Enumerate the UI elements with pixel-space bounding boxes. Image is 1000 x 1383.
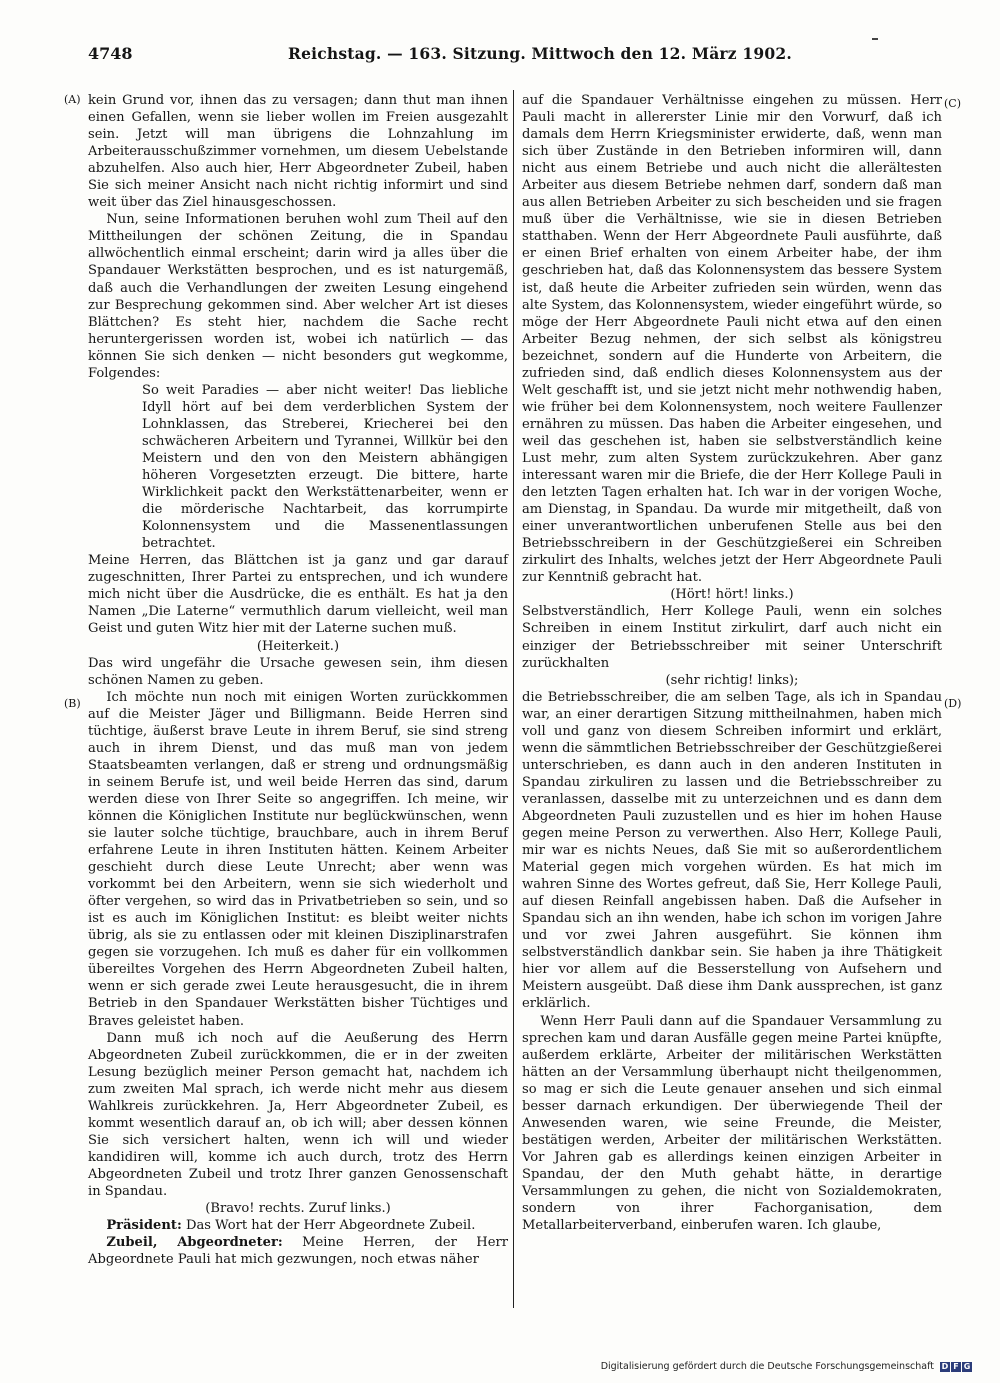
paragraph: Das wird ungefähr die Ursache gewesen sein, ihm diesen schönen Namen zu geben. <box>88 655 508 688</box>
interjection: (Bravo! rechts. Zuruf links.) <box>205 1201 391 1217</box>
block-quote: So weit Paradies — aber nicht weiter! Das liebliche Idyll hört auf bei dem verderblichen System der Lohnklassen, das Streberei, Kriecherei bei den schwächeren Arbeitern und Tyrannei, Willkür bei den Meistern und den von den Meistern abhängigen höheren Vorgesetzten erzeugt. Die bittere, harte Wirklichkeit packt den Werkstättenarbeiter, wenn er die mörderische Nachtarbeit, das korrumpirte Kolonnensystem und die Massenentlassungen betrachtet. <box>142 382 508 552</box>
speaker-paragraph <box>88 1217 508 1234</box>
margin-marker-d: (D) <box>944 697 962 710</box>
paragraph: kein Grund vor, ihnen das zu versagen; dann thut man ihnen einen Gefallen, wenn sie lieber wollen im Freien ausgezahlt sein. Jetzt will man übrigens die Lohnzahlung im Arbeiterausschußzimmer vornehmen, um diesem Uebelstande abzuhelfen. Also auch hier, Herr Abgeordneter Zubeil, haben Sie sich meiner Ansicht nach nicht richtig informirt und sind weit über das Ziel hinausgeschossen. <box>88 93 508 211</box>
interjection: (sehr richtig! links); <box>665 672 799 688</box>
paragraph: die Betriebsschreiber, die am selben Tage, als ich in Spandau war, an einer derartigen Sitzung mittheilnahmen, haben mich voll und ganz von diesem Schreiben informirt und erklärt, wenn die sämmtlichen Betriebsschreiber der Geschützgießerei unterschrieben, es dann auch in den anderen Instituten in Spandau zirkuliren zu lassen und die Betriebsschreiber zu veranlassen, dasselbe mit zu unterzeichnen und es dann dem Abgeordneten Pauli zuzustellen und es hier im hohen Hause gegen meine Person zu verwerthen. Also Herr, Kollege Pauli, mir war es nichts Neues, daß Sie mit so außerordentlichem Material gegen mich vorgehen würden. Es hat mich im wahren Sinne des Wortes gefreut, daß Sie, Herr Kollege Pauli, auf diesen Reinfall angebissen haben. Daß die Aufseher in Spandau sich an ihn wenden, habe ich schon im vorigen Jahre und vor zwei Jahren ausgeführt. Sie können ihm selbstverständlich dankbar sein. Sie haben ja ihre Thätigkeit hier vor allem auf die Besserstellung von Aufsehern und Meistern ausgeübt. Daß diese ihm Dank aussprechen, ist ganz erklärlich. <box>522 689 942 1012</box>
footer <box>601 1361 972 1372</box>
dfg-logo: D F G <box>941 1361 971 1371</box>
left-column <box>88 92 508 1268</box>
page-number: 4748 <box>88 44 133 63</box>
speaker-name: Präsident: <box>106 1218 182 1234</box>
speaker-name: Zubeil, Abgeordneter: <box>106 1235 283 1251</box>
paragraph: Dann muß ich noch auf die Aeußerung des Herrn Abgeordneten Zubeil zurückkommen, die er in der zweiten Lesung bezüglich meiner Person gemacht hat, nachdem ich zum zweiten Mal sprach, ich werde nicht mehr aus diesem Wahlkreis zurückkehren. Ja, Herr Abgeordneter Zubeil, es kommt wesentlich darauf an, ob ich will; aber dessen können Sie sich versichert halten, wenn ich will und wieder kandidiren will, komme ich auch durch, trotz des Herrn Abgeordneten Zubeil und trotz Ihrer ganzen Genossenschaft in Spandau. <box>88 1030 508 1199</box>
right-column <box>522 92 942 1234</box>
paragraph: Selbstverständlich, Herr Kollege Pauli, wenn ein solches Schreiben in einem Institut zirkulirt, darf auch nicht ein einziger der Betriebsschreiber mit seiner Unterschrift zurückhalten <box>522 604 942 671</box>
page-title: Reichstag. — 163. Sitzung. Mittwoch den 12. März 1902. <box>288 44 792 63</box>
margin-marker-c: (C) <box>944 97 961 110</box>
paragraph: Wenn Herr Pauli dann auf die Spandauer Versammlung zu sprechen kam und daran Ausfälle gegen meine Partei knüpfte, außerdem erklärte, Arbeiter der militärischen Werkstätten hätten an der Versammlung überhaupt nicht theilgenommen, so mag er sich die Leute genauer ansehen und sich einmal besser darnach erkundigen. Der überwiegende Theil der Anwesenden waren, wie seine Freunde, die Meister, bestätigen werden, Arbeiter der militärischen Werkstätten. Vor Jahren gab es allerdings keinen einzigen Arbeiter in Spandau, der den Muth gehabt hätte, in derartige Versammlungen zu gehen, die nicht von Sozialdemokraten, sondern von ihrer Fachorganisation, dem Metallarbeiterverband, einberufen waren. Ich glaube, <box>522 1013 942 1234</box>
interjection: (Hört! hört! links.) <box>670 587 794 603</box>
margin-marker-a: (A) <box>64 93 81 106</box>
speaker-text: Meine Herren, der Herr Abgeordnete Pauli hat mich gezwungen, noch etwas näher <box>88 1235 508 1268</box>
speaker-paragraph <box>88 1234 508 1268</box>
page-header <box>88 44 792 70</box>
corner-mark <box>872 38 878 40</box>
column-divider <box>513 90 514 1308</box>
paragraph: Nun, seine Informationen beruhen wohl zum Theil auf den Mittheilungen der schönen Zeitung, die in Spandau allwöchentlich einmal erscheint; darin wird ja alles über die Spandauer Werkstätten besprochen, und es ist naturgemäß, daß auch die Verhandlungen der zweiten Lesung eingehend zur Besprechung gekommen sind. Aber welcher Art ist dieses Blättchen? Es steht hier, nachdem die Sache recht heruntergerissen worden ist, wobei ich natürlich — das können Sie sich denken — nicht besonders gut wegkomme, Folgendes: <box>88 212 508 381</box>
interjection: (Heiterkeit.) <box>256 638 340 654</box>
paragraph: Meine Herren, das Blättchen ist ja ganz und gar darauf zugeschnitten, Ihrer Partei zu entsprechen, und ich wundere mich nicht über die Ausdrücke, die es enthält. Es hat ja den Namen „Die Laterne“ vermuthlich darum vielleicht, weil man Geist und guten Witz hier mit der Laterne suchen muß. <box>88 553 508 637</box>
paragraph: auf die Spandauer Verhältnisse eingehen zu müssen. Herr Pauli macht in allererster Linie mir den Vorwurf, daß ich damals dem Herrn Kriegsminister erwiderte, daß, wenn man sich über Zustände in den Betrieben informiren will, dann nicht aus einem Betriebe und auch nicht die allerältesten Arbeiter aus diesem Betriebe nehmen darf, sondern daß man aus allen Betrieben Arbeiter zu sich bescheiden und sie fragen muß über die Verhältnisse, wie sie in diesen Betrieben statthaben. Wenn der Herr Abgeordnete Pauli ausführte, daß er einen Brief erhalten von einem Arbeiter habe, der ihm geschrieben hat, daß das Kolonnensystem das bessere System ist, daß heute die Arbeiter zufrieden sein würden, wenn das alte System, das Kolonnensystem, wieder eingeführt würde, so möge der Herr Abgeordnete Pauli nicht etwa auf den einen Arbeiter Bezug nehmen, der sich selbst als königstreu bezeichnet, sondern auf die Hunderte von Arbeitern, die zufrieden sind, daß endlich dieses Kolonnensystem aus der Welt geschafft ist, und sie jetzt nicht mehr nothwendig haben, wie früher bei dem Kolonnensystem, noch weitere Faullenzer ernähren zu müssen. Das haben die Arbeiter eingesehen, und weil das geschehen ist, haben sie selbstverständlich keine Lust mehr, zum alten System zurückzukehren. Aber ganz interessant waren mir die Briefe, die der Herr Kollege Pauli in den letzten Tagen erhalten hat. Ich war in der vorigen Woche, am Dienstag, in Spandau. Da wurde mir mitgetheilt, daß von einer unverantwortlichen unberufenen Stelle aus bei den Betriebsschreibern in der Geschützgießerei ein Schreiben zirkulirt des Inhalts, welches jetzt der Herr Abgeordnete Pauli zur Kenntniß gebracht hat. <box>522 93 942 586</box>
margin-marker-b: (B) <box>64 697 81 710</box>
speaker-text: Das Wort hat der Herr Abgeordnete Zubeil. <box>181 1218 476 1234</box>
paragraph: Ich möchte nun noch mit einigen Worten zurückkommen auf die Meister Jäger und Billigmann. Beide Herren sind tüchtige, äußerst brave Leute in ihrem Beruf, sie sind streng auch in ihrem Dienst, und das muß man von jedem Staatsbeamten verlangen, daß er streng und ordnungsmäßig in seinem Berufe ist, und weil beide Herren das sind, darum werden diese von Ihrer Seite so angegriffen. Ich meine, wir können die Königlichen Institute nur beglückwünschen, wenn sie lauter solche tüchtige, brauchbare, auch in ihrem Beruf erfahrene Leute in ihren Instituten hätten. Keinem Arbeiter geschieht durch diese Leute Unrecht; aber wenn was vorkommt bei den Arbeitern, wenn sie sich wiederholt und öfter vergehen, so wird das in Privatbetrieben so sein, und so ist es auch im Königlichen Institut: es bleibt weiter nichts übrig, als sie zu entlassen oder mit kleinen Disziplinarstrafen gegen sie vorzugehen. Ich muß es daher für ein vollkommen übereiltes Vorgehen des Herrn Abgeordneten Zubeil halten, wenn er sich gerade zwei Leute herausgesucht, die in ihrem Betrieb in den Spandauer Werkstätten bisher Tüchtiges und Braves geleistet haben. <box>88 689 508 1029</box>
funding-note: Digitalisierung gefördert durch die Deutsche Forschungsgemeinschaft <box>600 1361 934 1372</box>
